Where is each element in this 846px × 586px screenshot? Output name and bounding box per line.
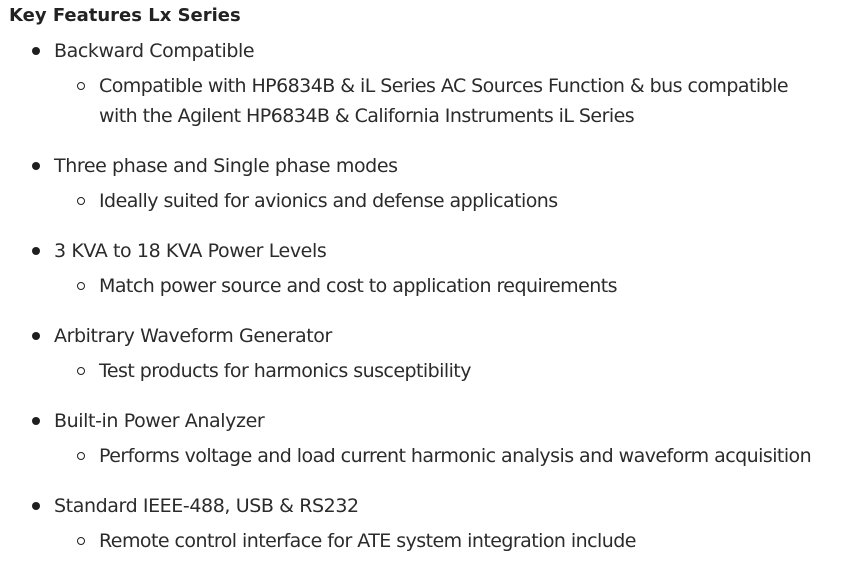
feature-label: Backward Compatible [54,40,255,62]
bullet-icon [32,162,40,170]
feature-detail-item [0,356,846,386]
bullet-icon [32,47,40,55]
feature-label: Arbitrary Waveform Generator [54,325,332,347]
feature-item-power-levels [0,236,846,301]
feature-label: 3 KVA to 18 KVA Power Levels [54,240,327,262]
feature-item-waveform-generator [0,321,846,386]
hollow-bullet-icon [77,537,85,545]
bullet-icon [32,332,40,340]
feature-label: Built-in Power Analyzer [54,410,265,432]
feature-detail: Match power source and cost to application requirements [99,275,618,297]
feature-detail: Remote control interface for ATE system integration include [99,530,636,552]
hollow-bullet-icon [77,197,85,205]
hollow-bullet-icon [77,282,85,290]
feature-item-backward-compatible [0,36,846,131]
bullet-icon [32,247,40,255]
feature-detail-item [0,186,846,216]
feature-detail: Performs voltage and load current harmonic analysis and waveform acquisition [99,445,812,467]
page-heading: Key Features Lx Series [9,5,241,26]
feature-detail-item [0,441,846,471]
feature-item-phase-modes [0,151,846,216]
hollow-bullet-icon [77,452,85,460]
hollow-bullet-icon [77,82,85,90]
feature-label: Standard IEEE-488, USB & RS232 [54,495,359,517]
feature-item-interfaces [0,491,846,556]
feature-detail-item [0,271,846,301]
feature-detail: Test products for harmonics susceptibility [99,360,471,382]
feature-label: Three phase and Single phase modes [54,155,398,177]
feature-detail: Compatible with HP6834B & iL Series AC Sources Function & bus compatible with the Agilent HP6834B & California Instruments iL Series [99,75,789,127]
feature-list [0,36,846,576]
feature-detail-item [0,526,846,556]
hollow-bullet-icon [77,367,85,375]
bullet-icon [32,417,40,425]
feature-detail-item [0,71,846,131]
feature-item-power-analyzer [0,406,846,471]
bullet-icon [32,502,40,510]
feature-detail: Ideally suited for avionics and defense applications [99,190,558,212]
